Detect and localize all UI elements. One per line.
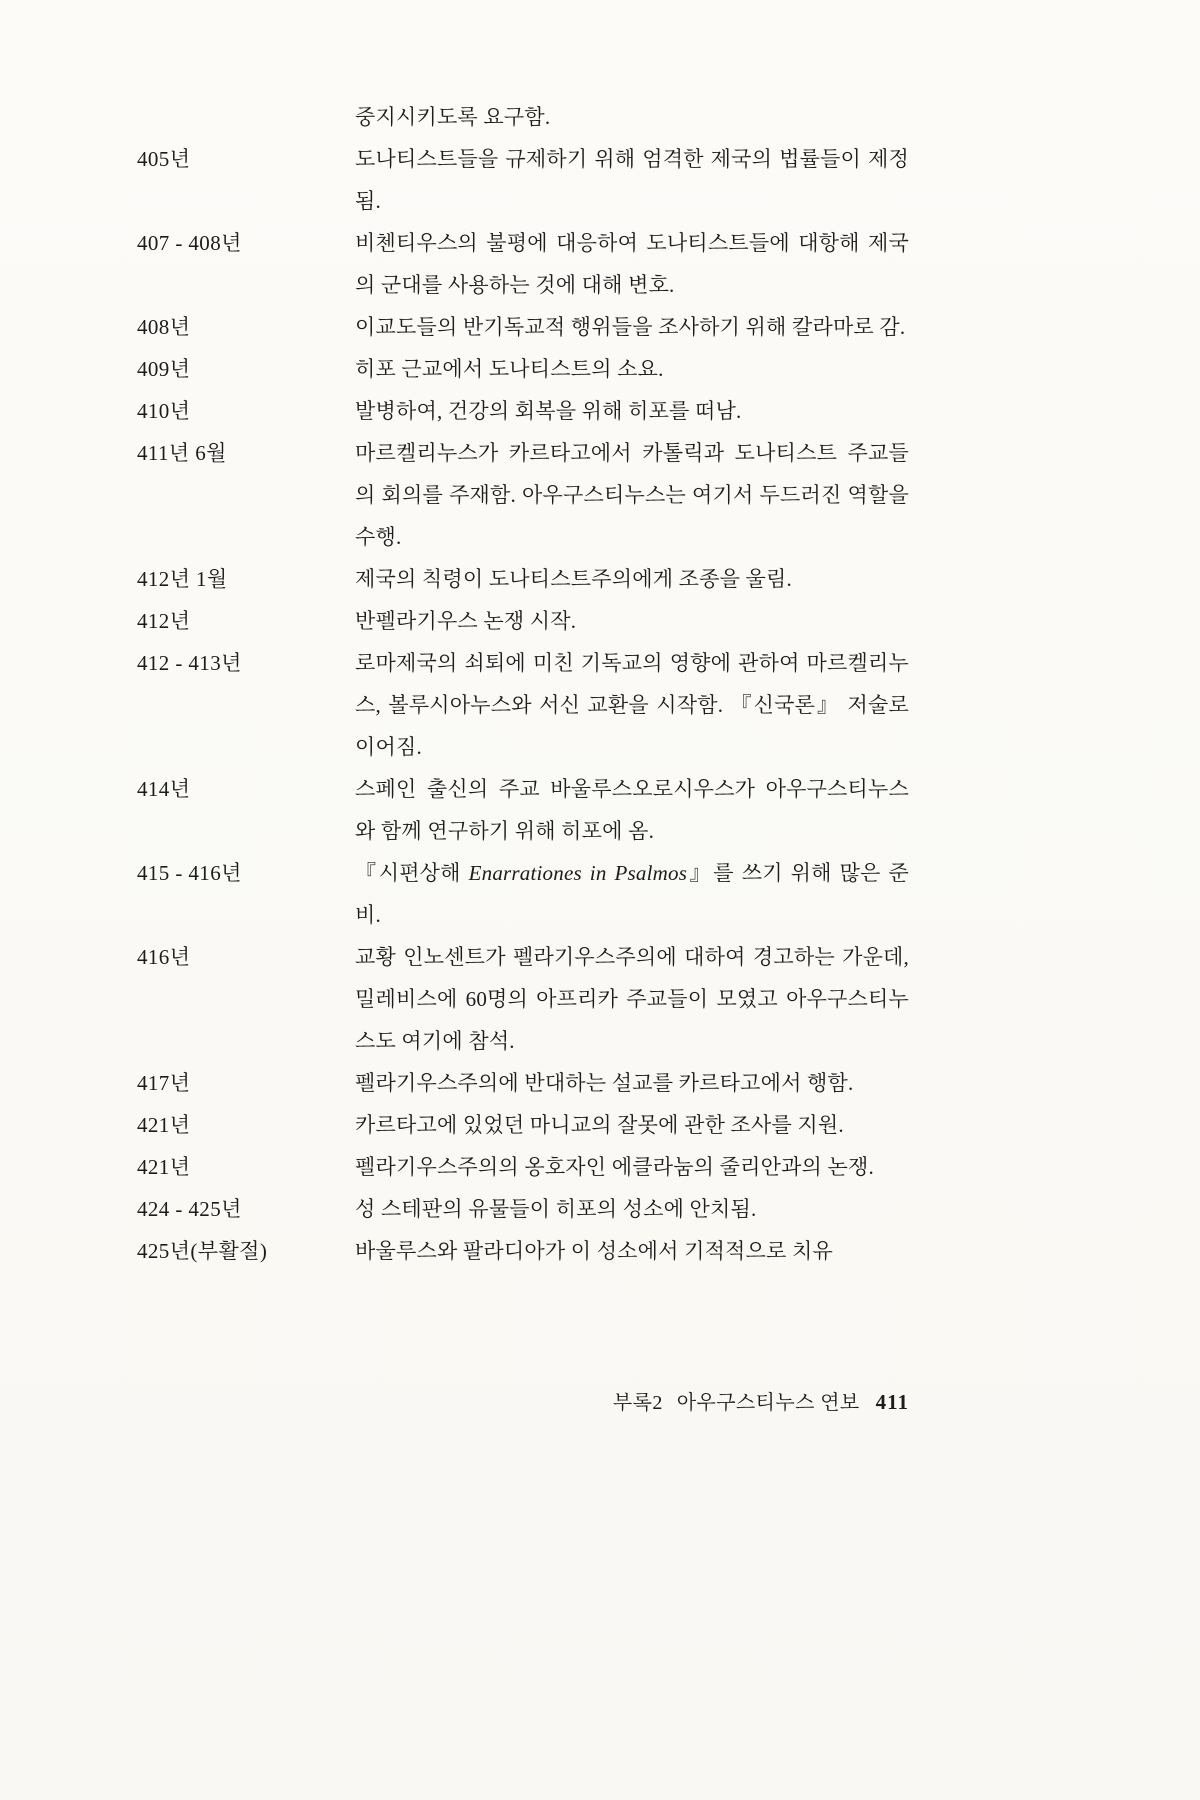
entry-year: 414년 bbox=[137, 777, 191, 801]
entry-year: 421년 bbox=[137, 1155, 191, 1179]
entry-description bbox=[355, 1230, 909, 1272]
timeline-entry bbox=[137, 768, 909, 852]
entry-year: 409년 bbox=[137, 357, 191, 381]
entry-year: 417년 bbox=[137, 1071, 191, 1095]
entry-description-text: 도나티스트들을 규제하기 위해 엄격한 제국의 법률들이 제정됨. bbox=[355, 147, 909, 213]
entry-description-text: 카르타고에 있었던 마니교의 잘못에 관한 조사를 지원. bbox=[355, 1113, 844, 1137]
entry-year: 405년 bbox=[137, 147, 191, 171]
entry-year: 421년 bbox=[137, 1113, 191, 1137]
entry-description-text: 스페인 출신의 주교 바울루스오로시우스가 아우구스티누스와 함께 연구하기 위해 히포에 옴. bbox=[355, 777, 909, 843]
timeline-entry bbox=[137, 348, 909, 390]
entry-year: 412년 1월 bbox=[137, 567, 228, 591]
page-footer bbox=[137, 1386, 909, 1415]
timeline-entry bbox=[137, 1230, 909, 1272]
entry-description-text: 』를 쓰기 위해 많은 준비. bbox=[355, 861, 910, 927]
entry-year: 415 - 416년 bbox=[137, 861, 242, 885]
entry-description bbox=[355, 96, 909, 138]
entry-description bbox=[355, 852, 909, 936]
footer-chapter-title: 아우구스티누스 연보 bbox=[676, 1392, 860, 1414]
entry-description bbox=[355, 138, 909, 222]
entry-year: 410년 bbox=[137, 399, 191, 423]
timeline-entry bbox=[137, 1062, 909, 1104]
timeline-entry bbox=[137, 600, 909, 642]
timeline-entry bbox=[137, 222, 909, 306]
entry-year: 424 - 425년 bbox=[137, 1197, 242, 1221]
entry-description bbox=[355, 558, 909, 600]
timeline-entry bbox=[137, 390, 909, 432]
entry-description-text: 『시편상해 bbox=[355, 861, 469, 885]
entry-description bbox=[355, 348, 909, 390]
entry-description-text: 제국의 칙령이 도나티스트주의에게 조종을 울림. bbox=[355, 567, 792, 591]
entry-year: 407 - 408년 bbox=[137, 231, 242, 255]
timeline-entry bbox=[137, 1104, 909, 1146]
entry-year: 408년 bbox=[137, 315, 191, 339]
entry-description bbox=[355, 222, 909, 306]
entry-description-text: 교황 인노센트가 펠라기우스주의에 대하여 경고하는 가운데, 밀레비스에 60명의 아프리카 주교들이 모였고 아우구스티누스도 여기에 참석. bbox=[355, 945, 909, 1053]
entry-description-text: 비첸티우스의 불평에 대응하여 도나티스트들에 대항해 제국의 군대를 사용하는 것에 대해 변호. bbox=[355, 231, 909, 297]
entry-year: 425년(부활절) bbox=[137, 1239, 268, 1263]
timeline-entry bbox=[137, 432, 909, 558]
entry-description-text: 펠라기우스주의에 반대하는 설교를 카르타고에서 행함. bbox=[355, 1071, 854, 1095]
entry-description bbox=[355, 1146, 909, 1188]
entry-description bbox=[355, 642, 909, 768]
entry-description bbox=[355, 936, 909, 1062]
timeline-entry bbox=[137, 936, 909, 1062]
timeline-entry bbox=[137, 642, 909, 768]
entry-description-text: 로마제국의 쇠퇴에 미친 기독교의 영향에 관하여 마르켈리누스, 볼루시아누스와 서신 교환을 시작함. 『신국론』 저술로 이어짐. bbox=[355, 651, 909, 759]
entry-description bbox=[355, 1188, 909, 1230]
timeline-entry bbox=[137, 306, 909, 348]
entry-year: 412 - 413년 bbox=[137, 651, 242, 675]
entry-description-text: 펠라기우스주의의 옹호자인 에클라눔의 줄리안과의 논쟁. bbox=[355, 1155, 874, 1179]
entry-description bbox=[355, 432, 909, 558]
entry-year: 412년 bbox=[137, 609, 191, 633]
timeline-entry bbox=[137, 1146, 909, 1188]
entry-description bbox=[355, 390, 909, 432]
entry-description-text: 마르켈리누스가 카르타고에서 카톨릭과 도나티스트 주교들의 회의를 주재함. 아우구스티누스는 여기서 두드러진 역할을 수행. bbox=[355, 441, 909, 549]
entry-year: 411년 6월 bbox=[137, 441, 227, 465]
timeline-entry bbox=[137, 138, 909, 222]
entry-description bbox=[355, 1062, 909, 1104]
entry-description-text: 발병하여, 건강의 회복을 위해 히포를 떠남. bbox=[355, 399, 742, 423]
entry-description bbox=[355, 1104, 909, 1146]
timeline-entry bbox=[137, 1188, 909, 1230]
timeline-entry bbox=[137, 558, 909, 600]
entry-description-text: 이교도들의 반기독교적 행위들을 조사하기 위해 칼라마로 감. bbox=[355, 315, 906, 339]
entry-year: 416년 bbox=[137, 945, 191, 969]
entry-description-latin-title: Enarrationes in Psalmos bbox=[468, 861, 688, 885]
entry-description-text: 바울루스와 팔라디아가 이 성소에서 기적적으로 치유 bbox=[355, 1239, 833, 1263]
entry-description-text: 반펠라기우스 논쟁 시작. bbox=[355, 609, 577, 633]
entry-description-text: 성 스테판의 유물들이 히포의 성소에 안치됨. bbox=[355, 1197, 757, 1221]
entry-description bbox=[355, 768, 909, 852]
entry-description-text: 중지시키도록 요구함. bbox=[355, 105, 551, 129]
timeline-entry bbox=[137, 96, 909, 138]
footer-page-number: 411 bbox=[875, 1390, 909, 1414]
timeline bbox=[137, 96, 909, 1272]
entry-description-text: 히포 근교에서 도나티스트의 소요. bbox=[355, 357, 664, 381]
entry-description bbox=[355, 600, 909, 642]
timeline-entry bbox=[137, 852, 909, 936]
footer-section-label: 부록2 bbox=[612, 1392, 663, 1414]
entry-description bbox=[355, 306, 909, 348]
